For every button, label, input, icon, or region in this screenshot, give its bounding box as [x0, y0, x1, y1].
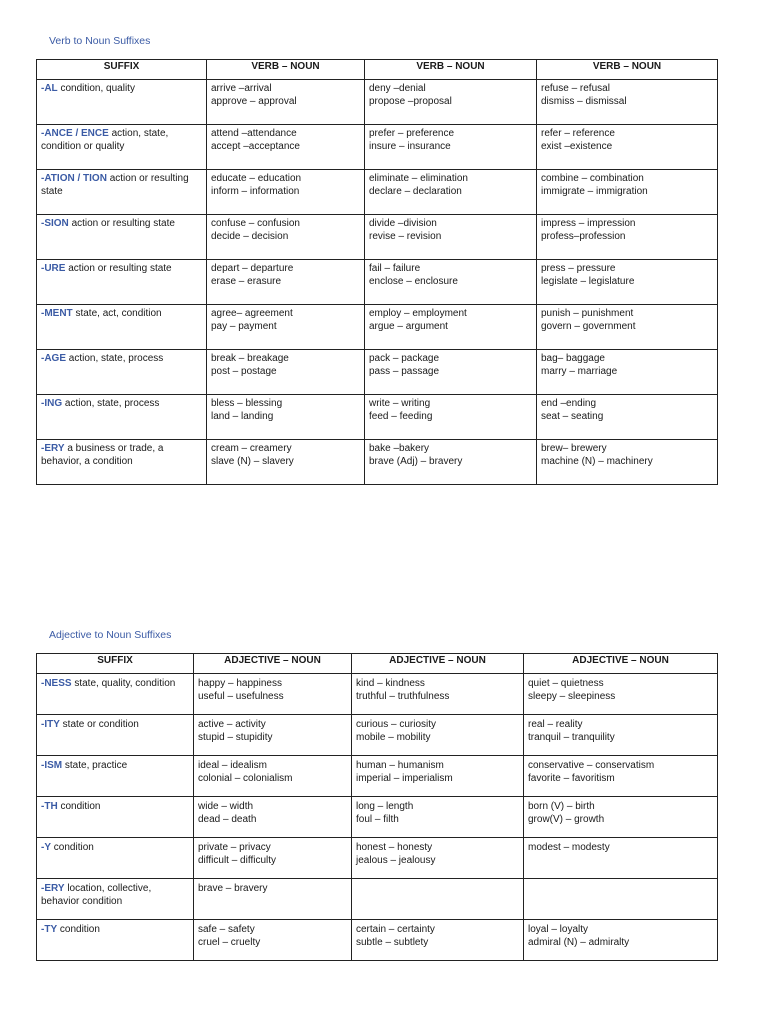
suffix-cell	[37, 125, 207, 170]
word-pair: arrive –arrival	[211, 83, 272, 94]
column-header: ADJECTIVE – NOUN	[524, 654, 718, 674]
word-pair: seat – seating	[541, 410, 604, 422]
word-pair-cell	[537, 125, 718, 170]
word-pair-cell	[207, 80, 365, 125]
word-pair: bless – blessing	[211, 398, 283, 409]
suffix-cell	[37, 879, 194, 920]
suffix-cell	[37, 260, 207, 305]
word-pair: dead – death	[198, 813, 257, 825]
word-pair: brave (Adj) – bravery	[369, 455, 463, 467]
word-pair-cell	[365, 260, 537, 305]
word-pair-cell	[194, 756, 352, 797]
word-pair: confuse – confusion	[211, 218, 300, 229]
word-pair: bake –bakery	[369, 443, 430, 454]
suffix-cell	[37, 170, 207, 215]
word-pair: press – pressure	[541, 263, 616, 274]
word-pair: ideal – idealism	[198, 760, 267, 771]
column-header: SUFFIX	[37, 654, 194, 674]
column-header: VERB – NOUN	[207, 60, 365, 80]
suffix-cell	[37, 674, 194, 715]
suffix-description: action or resulting state	[68, 263, 172, 274]
word-pair: safe – safety	[198, 924, 255, 935]
word-pair: curious – curiosity	[356, 719, 437, 730]
suffix-cell	[37, 305, 207, 350]
word-pair: agree– agreement	[211, 308, 293, 319]
table-row	[37, 260, 718, 305]
table-header-row	[37, 60, 718, 80]
word-pair-cell	[207, 440, 365, 485]
word-pair: educate – education	[211, 173, 302, 184]
word-pair-cell	[352, 838, 524, 879]
word-pair: pass – passage	[369, 365, 440, 377]
word-pair: marry – marriage	[541, 365, 618, 377]
word-pair-cell	[352, 756, 524, 797]
word-pair: punish – punishment	[541, 308, 634, 319]
suffix-label: -ISM	[41, 760, 63, 771]
word-pair: govern – government	[541, 320, 636, 332]
suffix-description: action or resulting state	[41, 173, 189, 197]
word-pair-cell	[207, 305, 365, 350]
suffix-cell	[37, 797, 194, 838]
table-row	[37, 756, 718, 797]
table-row	[37, 170, 718, 215]
word-pair: pay – payment	[211, 320, 277, 332]
word-pair: land – landing	[211, 410, 274, 422]
column-header: VERB – NOUN	[365, 60, 537, 80]
word-pair: human – humanism	[356, 760, 444, 771]
word-pair-cell	[365, 170, 537, 215]
suffix-label: -TY	[41, 924, 58, 935]
word-pair-cell	[365, 305, 537, 350]
table-row	[37, 305, 718, 350]
word-pair-cell	[207, 170, 365, 215]
word-pair-cell	[537, 215, 718, 260]
word-pair: argue – argument	[369, 320, 448, 332]
table-row	[37, 797, 718, 838]
word-pair-cell	[365, 395, 537, 440]
suffix-description: action or resulting state	[71, 218, 175, 229]
suffix-label: -AGE	[41, 353, 66, 364]
word-pair: wide – width	[198, 801, 254, 812]
word-pair: mobile – mobility	[356, 731, 431, 743]
word-pair: depart – departure	[211, 263, 294, 274]
word-pair-cell	[194, 920, 352, 961]
suffix-label: -URE	[41, 263, 66, 274]
suffix-label: -ANCE / ENCE	[41, 128, 109, 139]
suffix-cell	[37, 715, 194, 756]
word-pair-cell	[352, 715, 524, 756]
word-pair-cell	[194, 797, 352, 838]
suffix-label: -ING	[41, 398, 63, 409]
word-pair: insure – insurance	[369, 140, 451, 152]
suffix-label: -TH	[41, 801, 58, 812]
word-pair: combine – combination	[541, 173, 644, 184]
word-pair-cell	[194, 674, 352, 715]
suffix-label: -ITY	[41, 719, 60, 730]
word-pair: admiral (N) – admiralty	[528, 936, 630, 948]
word-pair: honest – honesty	[356, 842, 433, 853]
word-pair: certain – certainty	[356, 924, 435, 935]
adjective-section-title: Adjective to Noun Suffixes	[49, 629, 172, 641]
word-pair: brew– brewery	[541, 443, 607, 454]
word-pair: real – reality	[528, 719, 583, 730]
word-pair: grow(V) – growth	[528, 813, 605, 825]
suffix-description: location, collective, behavior condition	[41, 883, 152, 907]
word-pair: kind – kindness	[356, 678, 425, 689]
word-pair: post – postage	[211, 365, 277, 377]
word-pair-cell	[352, 879, 524, 920]
word-pair: truthful – truthfulness	[356, 690, 450, 702]
word-pair-cell	[365, 215, 537, 260]
suffix-description: action, state, process	[64, 398, 160, 409]
word-pair-cell	[207, 395, 365, 440]
word-pair: born (V) – birth	[528, 801, 595, 812]
table-row	[37, 125, 718, 170]
word-pair: subtle – subtlety	[356, 936, 429, 948]
word-pair: revise – revision	[369, 230, 442, 242]
word-pair-cell	[524, 838, 718, 879]
suffix-cell	[37, 80, 207, 125]
word-pair: cruel – cruelty	[198, 936, 261, 948]
suffix-description: condition	[59, 924, 100, 935]
word-pair: private – privacy	[198, 842, 271, 853]
word-pair: legislate – legislature	[541, 275, 635, 287]
word-pair: declare – declaration	[369, 185, 462, 197]
word-pair: imperial – imperialism	[356, 772, 453, 784]
adjective-suffix-table	[36, 653, 718, 961]
word-pair-cell	[537, 260, 718, 305]
word-pair: prefer – preference	[369, 128, 455, 139]
table-row	[37, 838, 718, 879]
word-pair-cell	[537, 170, 718, 215]
word-pair: feed – feeding	[369, 410, 433, 422]
word-pair: refuse – refusal	[541, 83, 610, 94]
suffix-description: state, quality, condition	[74, 678, 176, 689]
word-pair: jealous – jealousy	[356, 854, 436, 866]
word-pair-cell	[365, 125, 537, 170]
suffix-description: state, act, condition	[75, 308, 162, 319]
word-pair-cell	[524, 879, 718, 920]
word-pair: immigrate – immigration	[541, 185, 648, 197]
word-pair: accept –acceptance	[211, 140, 300, 152]
word-pair: break – breakage	[211, 353, 289, 364]
suffix-description: condition	[53, 842, 94, 853]
word-pair: eliminate – elimination	[369, 173, 468, 184]
word-pair: fail – failure	[369, 263, 421, 274]
suffix-label: -AL	[41, 83, 58, 94]
word-pair: divide –division	[369, 218, 437, 229]
word-pair: bag– baggage	[541, 353, 605, 364]
word-pair: quiet – quietness	[528, 678, 604, 689]
word-pair: difficult – difficulty	[198, 854, 277, 866]
word-pair-cell	[365, 350, 537, 395]
word-pair: end –ending	[541, 398, 597, 409]
word-pair-cell	[352, 920, 524, 961]
word-pair: active – activity	[198, 719, 266, 730]
table-row	[37, 80, 718, 125]
word-pair: impress – impression	[541, 218, 636, 229]
word-pair-cell	[352, 674, 524, 715]
word-pair: approve – approval	[211, 95, 297, 107]
word-pair: favorite – favoritism	[528, 772, 615, 784]
word-pair: decide – decision	[211, 230, 289, 242]
word-pair: brave – bravery	[198, 883, 268, 894]
word-pair-cell	[524, 674, 718, 715]
table-row	[37, 350, 718, 395]
table-row	[37, 674, 718, 715]
word-pair: cream – creamery	[211, 443, 292, 454]
word-pair-cell	[537, 395, 718, 440]
column-header: SUFFIX	[37, 60, 207, 80]
column-header: ADJECTIVE – NOUN	[352, 654, 524, 674]
suffix-cell	[37, 350, 207, 395]
word-pair-cell	[537, 80, 718, 125]
word-pair-cell	[524, 920, 718, 961]
suffix-cell	[37, 395, 207, 440]
word-pair: write – writing	[369, 398, 431, 409]
word-pair-cell	[194, 879, 352, 920]
word-pair: long – length	[356, 801, 414, 812]
word-pair-cell	[524, 715, 718, 756]
suffix-cell	[37, 838, 194, 879]
word-pair-cell	[537, 440, 718, 485]
word-pair: dismiss – dismissal	[541, 95, 627, 107]
suffix-description: condition, quality	[60, 83, 135, 94]
word-pair: useful – usefulness	[198, 690, 284, 702]
word-pair-cell	[537, 350, 718, 395]
word-pair: tranquil – tranquility	[528, 731, 615, 743]
word-pair: inform – information	[211, 185, 300, 197]
verb-section-title: Verb to Noun Suffixes	[49, 35, 151, 47]
suffix-description: state or condition	[62, 719, 139, 730]
suffix-cell	[37, 440, 207, 485]
suffix-description: action, state, process	[68, 353, 164, 364]
suffix-label: -Y	[41, 842, 51, 853]
word-pair-cell	[352, 797, 524, 838]
word-pair-cell	[524, 797, 718, 838]
verb-suffix-table	[36, 59, 718, 485]
suffix-label: -SION	[41, 218, 69, 229]
word-pair-cell	[207, 260, 365, 305]
word-pair-cell	[537, 305, 718, 350]
table-row	[37, 440, 718, 485]
word-pair-cell	[524, 756, 718, 797]
word-pair: conservative – conservatism	[528, 760, 655, 771]
word-pair: erase – erasure	[211, 275, 282, 287]
word-pair: loyal – loyalty	[528, 924, 589, 935]
table-header-row	[37, 654, 718, 674]
suffix-description: condition	[60, 801, 101, 812]
word-pair: happy – happiness	[198, 678, 282, 689]
word-pair: modest – modesty	[528, 842, 610, 853]
suffix-label: -ATION / TION	[41, 173, 107, 184]
suffix-label: -ERY	[41, 443, 65, 454]
suffix-description: state, practice	[64, 760, 128, 771]
table-row	[37, 879, 718, 920]
suffix-description: a business or trade, a behavior, a condition	[41, 443, 164, 467]
word-pair-cell	[207, 125, 365, 170]
word-pair: profess–profession	[541, 230, 626, 242]
suffix-cell	[37, 215, 207, 260]
table-row	[37, 215, 718, 260]
suffix-description: action, state, condition or quality	[41, 128, 169, 152]
word-pair: foul – filth	[356, 813, 399, 825]
word-pair: attend –attendance	[211, 128, 297, 139]
word-pair-cell	[194, 715, 352, 756]
word-pair: propose –proposal	[369, 95, 452, 107]
word-pair: slave (N) – slavery	[211, 455, 294, 467]
word-pair: colonial – colonialism	[198, 772, 293, 784]
suffix-label: -MENT	[41, 308, 73, 319]
word-pair: enclose – enclosure	[369, 275, 458, 287]
suffix-cell	[37, 920, 194, 961]
word-pair: deny –denial	[369, 83, 426, 94]
word-pair-cell	[207, 350, 365, 395]
word-pair: sleepy – sleepiness	[528, 690, 616, 702]
word-pair-cell	[365, 80, 537, 125]
word-pair: exist –existence	[541, 140, 613, 152]
word-pair: employ – employment	[369, 308, 467, 319]
word-pair-cell	[365, 440, 537, 485]
suffix-cell	[37, 756, 194, 797]
word-pair: pack – package	[369, 353, 440, 364]
word-pair-cell	[207, 215, 365, 260]
table-row	[37, 920, 718, 961]
word-pair: stupid – stupidity	[198, 731, 273, 743]
word-pair: refer – reference	[541, 128, 615, 139]
column-header: ADJECTIVE – NOUN	[194, 654, 352, 674]
table-row	[37, 395, 718, 440]
suffix-label: -ERY	[41, 883, 65, 894]
table-row	[37, 715, 718, 756]
word-pair-cell	[194, 838, 352, 879]
suffix-label: -NESS	[41, 678, 72, 689]
column-header: VERB – NOUN	[537, 60, 718, 80]
word-pair: machine (N) – machinery	[541, 455, 653, 467]
